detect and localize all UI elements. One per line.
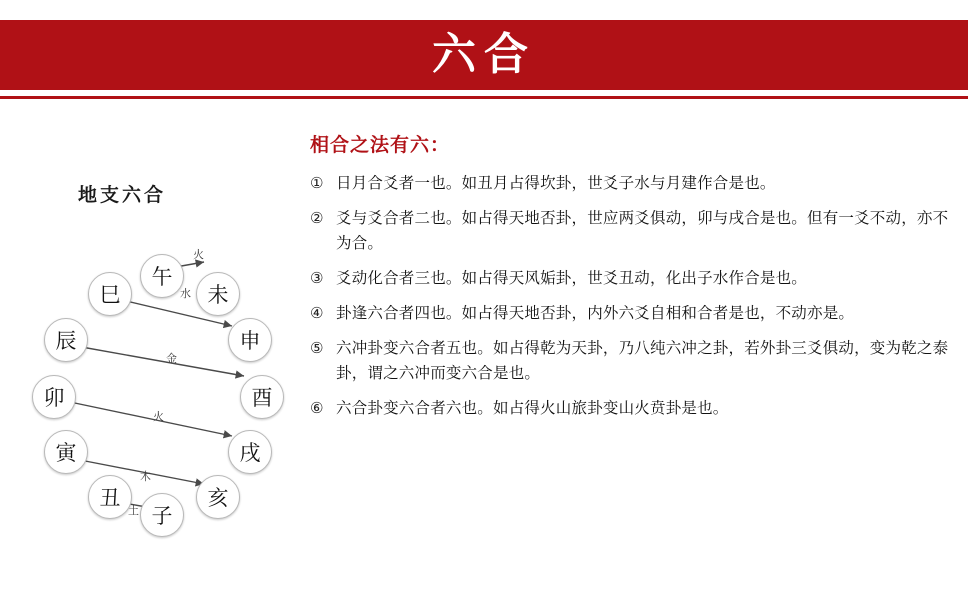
pair-element-label: 水 — [180, 287, 191, 300]
list-item-number: ② — [310, 209, 324, 227]
list-item-text: 爻与爻合者二也。如占得天地否卦，世应两爻俱动，卯与戌合是也。但有一爻不动，亦不为合。 — [336, 209, 949, 252]
list-item-text: 爻动化合者三也。如占得天风姤卦，世爻丑动，化出子水作合是也。 — [336, 269, 808, 287]
header-divider — [0, 96, 968, 99]
pair-element-label: 金 — [166, 352, 177, 365]
content-panel — [310, 130, 950, 431]
list-item-number: ① — [310, 174, 324, 192]
branch-node[interactable]: 巳 — [88, 272, 132, 316]
list-item-number: ⑥ — [310, 399, 324, 417]
branch-node[interactable]: 戌 — [228, 430, 272, 474]
list-item — [310, 266, 950, 291]
branch-node[interactable]: 未 — [196, 272, 240, 316]
pair-element-label: 土 — [128, 504, 139, 517]
content-heading: 相合之法有六： — [310, 134, 451, 156]
list-item-number: ③ — [310, 269, 324, 287]
list-item-text: 六合卦变六合者六也。如占得火山旅卦变山火贲卦是也。 — [336, 399, 729, 417]
branch-node[interactable]: 寅 — [44, 430, 88, 474]
branch-node[interactable]: 申 — [228, 318, 272, 362]
list-item — [310, 206, 950, 256]
list-item-number: ④ — [310, 304, 324, 322]
diagram-title: 地支六合 — [78, 184, 167, 206]
header-banner — [0, 20, 968, 90]
branch-node[interactable]: 卯 — [32, 375, 76, 419]
branch-node[interactable]: 亥 — [196, 475, 240, 519]
list-item-text: 日月合爻者一也。如丑月占得坎卦，世爻子水与月建作合是也。 — [336, 174, 776, 192]
branch-node[interactable]: 子 — [140, 493, 184, 537]
branch-node[interactable]: 酉 — [240, 375, 284, 419]
pair-element-label: 火 — [193, 248, 204, 261]
list-item — [310, 301, 950, 326]
list-item — [310, 171, 950, 196]
list-item-text: 卦逢六合者四也。如占得天地否卦，内外六爻自相和合者是也，不动亦是。 — [336, 304, 855, 322]
branch-node[interactable]: 丑 — [88, 475, 132, 519]
earthly-branches-diagram — [18, 150, 308, 550]
branch-node[interactable]: 午 — [140, 254, 184, 298]
branch-node[interactable]: 辰 — [44, 318, 88, 362]
list-item — [310, 396, 950, 421]
list-item — [310, 336, 950, 386]
page-title: 六合 — [432, 29, 536, 80]
pair-element-label: 木 — [140, 470, 151, 483]
list-item-number: ⑤ — [310, 339, 324, 357]
pair-element-label: 火 — [153, 410, 164, 423]
list-item-text: 六冲卦变六合者五也。如占得乾为天卦，乃八纯六冲之卦，若外卦三爻俱动，变为乾之泰卦，谓之六冲而变六合是也。 — [336, 339, 949, 382]
